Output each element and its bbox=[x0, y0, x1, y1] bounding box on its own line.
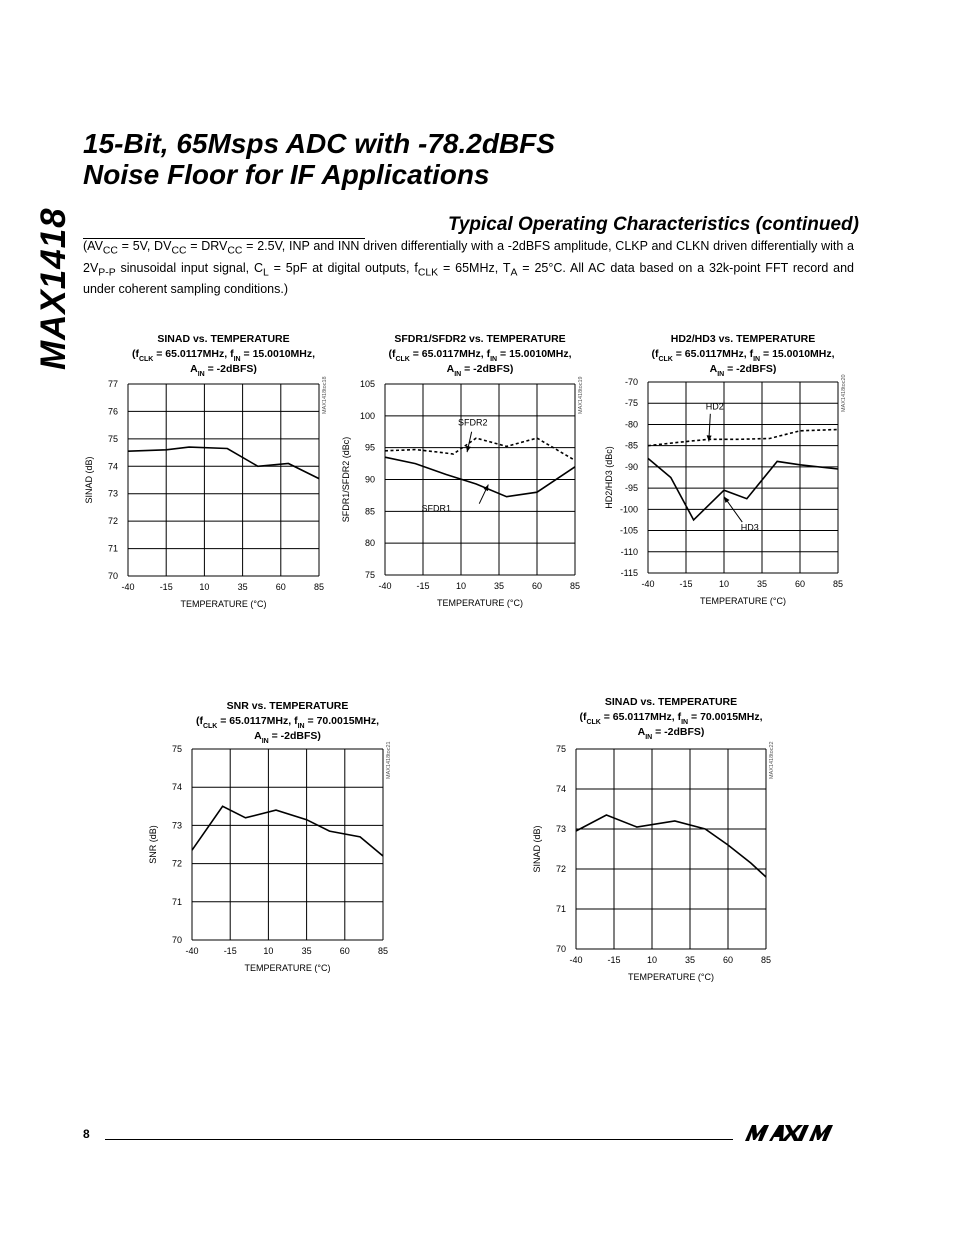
x-axis-label: TEMPERATURE (°C) bbox=[437, 598, 523, 608]
x-tick-label: 85 bbox=[760, 955, 772, 965]
y-tick-label: 75 bbox=[555, 744, 566, 754]
x-axis-label: TEMPERATURE (°C) bbox=[244, 963, 331, 973]
y-tick-label: 71 bbox=[555, 904, 566, 914]
x-tick-label: -40 bbox=[185, 946, 199, 956]
chart-title-line-1: SINAD vs. TEMPERATURE bbox=[157, 333, 290, 345]
y-tick-label: -70 bbox=[624, 377, 638, 387]
chart-4 bbox=[145, 697, 413, 980]
y-axis-label: SINAD (dB) bbox=[532, 825, 542, 873]
chart-title-line-2: ($f_{CLK} = 65.0117MHz$, $f_{IN} = 15.0010MHz$, bbox=[131, 348, 316, 363]
x-tick-label: 85 bbox=[569, 581, 581, 591]
x-tick-label: 10 bbox=[455, 581, 467, 591]
chart-title-line-2: ($f_{CLK} = 65.0117MHz$, $f_{IN} = 70.0015MHz$, bbox=[195, 715, 380, 730]
chart-svg bbox=[601, 330, 868, 613]
x-tick-label: -15 bbox=[679, 579, 693, 589]
annotation-sfdr2: SFDR2 bbox=[457, 417, 488, 428]
y-tick-label: -115 bbox=[620, 568, 638, 578]
page-number: 8 bbox=[83, 1127, 90, 1141]
arrowhead bbox=[707, 435, 712, 441]
x-tick-label: 35 bbox=[493, 581, 505, 591]
x-tick-label: 35 bbox=[237, 582, 248, 592]
y-axis-label: SNR (dB) bbox=[148, 825, 158, 864]
x-tick-label: -40 bbox=[378, 581, 392, 591]
x-tick-label: 10 bbox=[263, 946, 274, 956]
chart-title-line-2: ($f_{CLK} = 65.0117MHz$, $f_{IN} = 15.0010MHz$, bbox=[388, 348, 572, 363]
y-tick-label: -110 bbox=[620, 546, 638, 557]
x-axis-label: TEMPERATURE (°C) bbox=[628, 972, 714, 982]
annotation-hd3: HD3 bbox=[740, 522, 759, 533]
y-tick-label: 74 bbox=[107, 461, 118, 472]
chart-5 bbox=[530, 693, 796, 989]
x-tick-label: 85 bbox=[377, 946, 389, 956]
chart-svg bbox=[145, 697, 413, 980]
chart-3 bbox=[601, 330, 868, 613]
chart-svg bbox=[339, 330, 605, 615]
x-tick-label: -15 bbox=[159, 582, 173, 592]
y-tick-label: -90 bbox=[624, 461, 638, 472]
y-axis-label: SINAD (dB) bbox=[84, 456, 94, 504]
chart-title-line-2: ($f_{CLK} = 65.0117MHz$, $f_{IN} = 15.0010MHz$, bbox=[651, 348, 835, 363]
annotation-sfdr1: SFDR1 bbox=[421, 503, 451, 514]
arrowhead bbox=[724, 497, 730, 503]
x-tick-label: 10 bbox=[718, 579, 730, 589]
x-axis-label: TEMPERATURE (°C) bbox=[180, 599, 267, 609]
y-tick-label: 76 bbox=[107, 406, 118, 417]
y-tick-label: -95 bbox=[624, 483, 638, 494]
x-tick-label: 60 bbox=[722, 955, 734, 965]
x-tick-label: -15 bbox=[416, 581, 430, 591]
chart-title-line-3: $A_{IN}$ = -2dBFS) bbox=[709, 363, 777, 378]
section-title: Typical Operating Characteristics (continued) bbox=[447, 214, 859, 235]
y-tick-label: 71 bbox=[107, 543, 118, 554]
y-tick-label: 73 bbox=[107, 488, 118, 499]
x-tick-label: 60 bbox=[531, 581, 543, 591]
x-tick-label: -40 bbox=[641, 579, 655, 589]
y-tick-label: -100 bbox=[619, 504, 638, 515]
page-title bbox=[83, 128, 863, 190]
y-axis-label: SFDR1/SFDR2 (dBc) bbox=[341, 436, 351, 523]
series-line-1 bbox=[128, 447, 319, 479]
y-tick-label: 70 bbox=[555, 944, 566, 954]
y-tick-label: 105 bbox=[359, 379, 375, 389]
y-tick-label: -75 bbox=[624, 398, 638, 409]
x-tick-label: -40 bbox=[121, 582, 135, 592]
x-tick-label: 60 bbox=[339, 946, 350, 956]
y-tick-label: 70 bbox=[171, 935, 182, 945]
chart-1 bbox=[80, 330, 349, 616]
chart-title-line-1: SFDR1/SFDR2 vs. TEMPERATURE bbox=[394, 333, 566, 345]
x-tick-label: 60 bbox=[275, 582, 286, 592]
y-tick-label: 90 bbox=[364, 474, 375, 485]
side-part-number: MAX1418 bbox=[34, 207, 73, 370]
x-tick-label: 85 bbox=[313, 582, 325, 592]
y-axis-label: HD2/HD3 (dBc) bbox=[604, 446, 614, 509]
x-tick-label: 60 bbox=[794, 579, 806, 589]
chart-2 bbox=[339, 330, 605, 615]
y-tick-label: 72 bbox=[107, 516, 118, 527]
series-line-sfdr2 bbox=[385, 438, 575, 460]
x-tick-label: 35 bbox=[301, 946, 312, 956]
chart-svg bbox=[530, 693, 796, 989]
figure-code: MAX1418toc21 bbox=[386, 741, 392, 779]
chart-title-line-3: $A_{IN}$ = -2dBFS) bbox=[446, 363, 514, 378]
y-tick-label: 77 bbox=[107, 379, 118, 389]
y-tick-label: 75 bbox=[107, 433, 118, 444]
chart-title-line-1: SNR vs. TEMPERATURE bbox=[226, 700, 349, 712]
series-line-hd2 bbox=[648, 430, 838, 446]
arrowhead bbox=[466, 446, 471, 452]
x-tick-label: 35 bbox=[684, 955, 696, 965]
chart-title-line-1: HD2/HD3 vs. TEMPERATURE bbox=[670, 333, 816, 345]
y-tick-label: 70 bbox=[107, 571, 118, 581]
title-line-1: 15-Bit, 65Msps ADC with -78.2dBFS bbox=[83, 128, 555, 159]
x-tick-label: -15 bbox=[223, 946, 237, 956]
figure-code: MAX1418toc20 bbox=[841, 374, 847, 412]
x-tick-label: -40 bbox=[569, 955, 583, 965]
x-axis-label: TEMPERATURE (°C) bbox=[700, 596, 786, 606]
chart-title-line-3: $A_{IN}$ = -2dBFS) bbox=[254, 730, 321, 745]
title-line-2: Noise Floor for IF Applications bbox=[83, 159, 490, 190]
chart-title-line-3: $A_{IN}$ = -2dBFS) bbox=[637, 726, 705, 741]
x-tick-label: 10 bbox=[199, 582, 210, 592]
y-tick-label: 80 bbox=[364, 538, 375, 549]
footer-rule bbox=[105, 1139, 733, 1140]
series-line-hd3 bbox=[648, 458, 838, 520]
chart-title-line-3: $A_{IN}$ = -2dBFS) bbox=[190, 363, 257, 378]
y-tick-label: 73 bbox=[555, 824, 566, 834]
y-tick-label: -105 bbox=[619, 525, 638, 536]
x-tick-label: 85 bbox=[832, 579, 844, 589]
figure-code: MAX1418toc18 bbox=[322, 376, 328, 414]
y-tick-label: 73 bbox=[171, 820, 182, 831]
maxim-logo bbox=[743, 1123, 855, 1148]
figure-code: MAX1418toc19 bbox=[578, 376, 584, 414]
y-tick-label: 72 bbox=[171, 858, 182, 869]
y-tick-label: 100 bbox=[359, 410, 375, 421]
y-tick-label: 74 bbox=[555, 784, 566, 794]
x-tick-label: 10 bbox=[646, 955, 658, 965]
x-tick-label: -15 bbox=[607, 955, 621, 965]
y-tick-label: -85 bbox=[624, 440, 638, 451]
y-tick-label: 71 bbox=[171, 896, 182, 907]
y-tick-label: 75 bbox=[364, 570, 375, 580]
y-tick-label: 95 bbox=[364, 442, 375, 453]
y-tick-label: 72 bbox=[555, 864, 566, 874]
series-line-1 bbox=[576, 815, 766, 877]
annotation-hd2: HD2 bbox=[705, 401, 724, 412]
chart-title-line-2: ($f_{CLK} = 65.0117MHz$, $f_{IN} = 70.0015MHz$, bbox=[579, 711, 763, 726]
test-conditions: ($AV_{CC} = 5V$, $DV_{CC} = DRV_{CC} = 2.5V$, INP and INN driven differentially with a -2dBFS amplitude, CLKP and CLKN driven differentially with a $2V_{P-P}$ sinusoidal input signal, $C_L = 5pF$ at digital outputs, $f_{CLK} = 65MHz$, $T_A = 25^\circ C$. All AC data based on a 32k-point FFT record and under coherent sampling conditions.) bbox=[83, 239, 855, 296]
y-tick-label: 85 bbox=[364, 506, 375, 517]
y-tick-label: -80 bbox=[624, 419, 638, 430]
chart-svg bbox=[80, 330, 349, 616]
y-tick-label: 74 bbox=[171, 782, 182, 793]
y-tick-label: 75 bbox=[171, 744, 182, 754]
series-line-sfdr1 bbox=[385, 457, 575, 497]
series-line-1 bbox=[192, 806, 383, 856]
x-tick-label: 35 bbox=[756, 579, 768, 589]
figure-code: MAX1418toc22 bbox=[769, 741, 775, 779]
chart-title-line-1: SINAD vs. TEMPERATURE bbox=[604, 696, 738, 708]
